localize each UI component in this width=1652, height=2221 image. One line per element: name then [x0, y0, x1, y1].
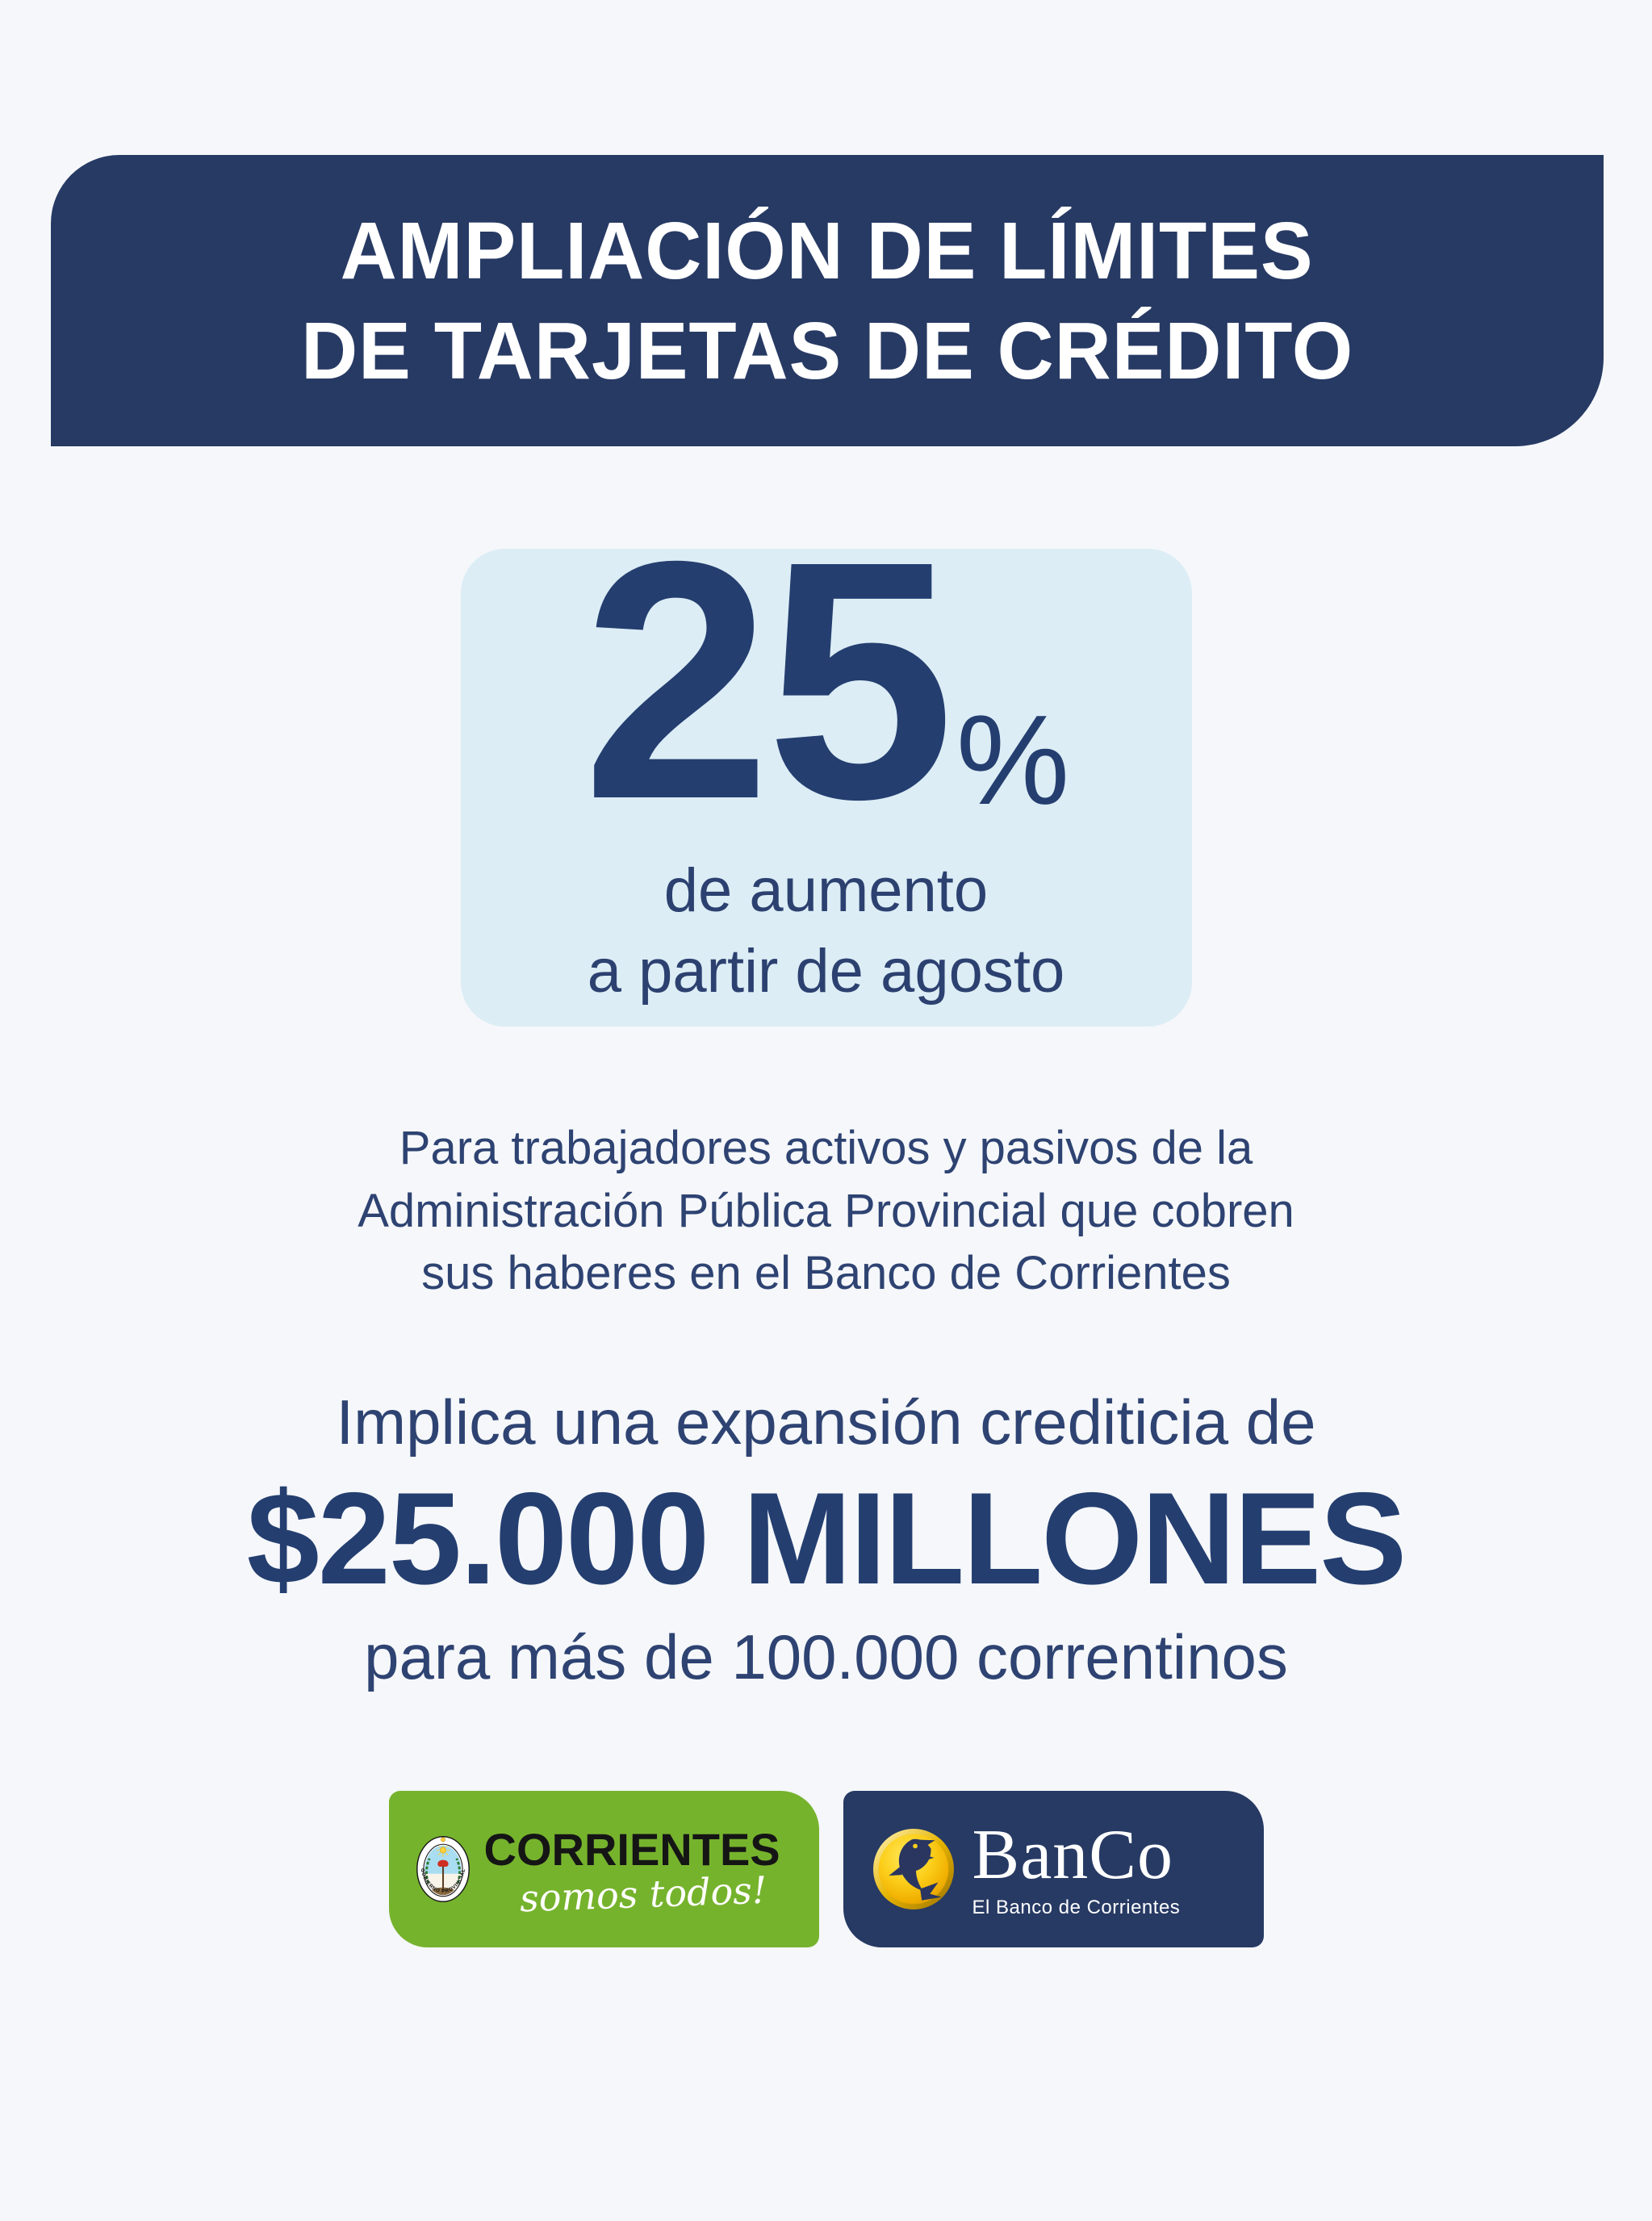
logos-row: [0, 1791, 1652, 1947]
infographic-credit-limit-announcement: [0, 155, 1652, 2221]
increase-value-row: [461, 491, 1192, 870]
corrientes-logo-name: CORRIENTES: [483, 1823, 780, 1875]
banco-logo-name: BanCo: [972, 1815, 1173, 1894]
increase-caption-line-1: de aumento: [663, 855, 989, 925]
title-line-2: DE TARJETAS DE CRÉDITO: [300, 305, 1354, 396]
expansion-intro-text: Implica una expansión crediticia de: [336, 1387, 1316, 1458]
title-banner: [51, 155, 1604, 446]
increase-percentage-value: 25: [582, 491, 950, 870]
banco-logo-text: [972, 1815, 1181, 1919]
title-line-1: AMPLIACIÓN DE LÍMITES: [341, 205, 1314, 296]
eligibility-line-2: Administración Pública Provincial que cobren: [358, 1184, 1294, 1237]
corrientes-logo-text: [483, 1823, 780, 1921]
expansion-amount: $25.000 MILLONES: [246, 1466, 1406, 1612]
banco-corrientes-logo: [843, 1791, 1264, 1947]
eligibility-line-3: sus haberes en el Banco de Corrientes: [421, 1247, 1231, 1300]
corrientes-government-logo: [389, 1791, 819, 1947]
credit-expansion-block: [0, 1386, 1652, 1694]
percent-sign: %: [956, 689, 1070, 831]
seal-ring-text: GOBIERNO PROVINCIAL: [419, 1868, 466, 1895]
eligibility-line-1: Para trabajadores activos y pasivos de la: [399, 1122, 1253, 1174]
increase-highlight-card: [461, 491, 1192, 1027]
increase-caption-line-2: a partir de agosto: [587, 936, 1065, 1006]
banco-fish-coin-icon: [872, 1828, 955, 1910]
provincial-seal-icon: [416, 1836, 470, 1902]
expansion-outro-text: para más de 100.000 correntinos: [364, 1621, 1288, 1693]
corrientes-logo-tagline: somos todos!: [519, 1868, 768, 1921]
eligibility-paragraph: [0, 1117, 1652, 1305]
banco-logo-tagline: El Banco de Corrientes: [972, 1896, 1181, 1918]
